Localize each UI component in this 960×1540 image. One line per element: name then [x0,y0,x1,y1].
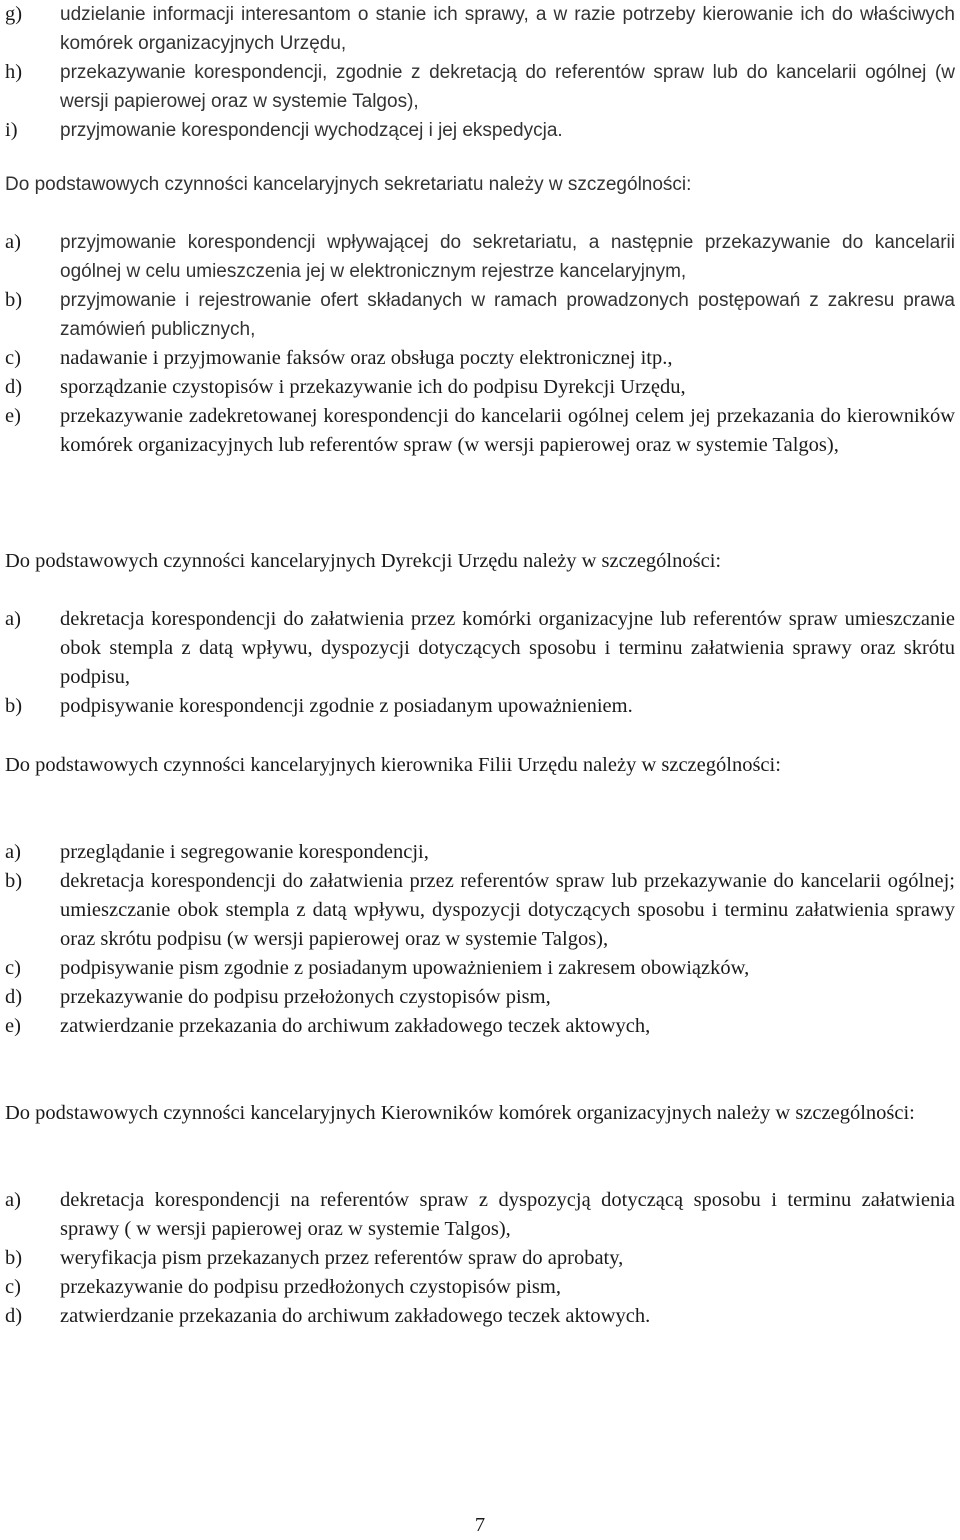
list-marker: g) [5,3,23,25]
list-item [0,402,960,460]
list-item-text: podpisywanie pism zgodnie z posiadanym upoważnieniem i zakresem obowiązków, [60,957,750,979]
list-item-text: zatwierdzanie przekazania do archiwum zakładowego teczek aktowych, [60,1015,651,1037]
list-item [0,116,960,145]
section-heading-dyrekcja: Do podstawowych czynności kancelaryjnych Dyrekcji Urzędu należy w szczególności: [5,550,722,572]
list-item [0,1302,960,1331]
section-heading-sekretariat: Do podstawowych czynności kancelaryjnych sekretariatu należy w szczególności: [5,174,692,195]
list-item-text: przeglądanie i segregowanie korespondencji, [60,841,429,863]
list-marker: a) [5,841,21,863]
list-item-text: zatwierdzanie przekazania do archiwum zakładowego teczek aktowych. [60,1305,651,1327]
list-item-text: dekretacja korespondencji do załatwienia przez referentów spraw lub przekazywanie do kancelarii ogólnej; umieszczanie obok stempla z datą wpływu, dyspozycji dotyczących sposobu i terminu załatwienia sprawy oraz skrótu podpisu (w wersji papierowej oraz w systemie Talgos), [60,870,955,950]
list-marker: i) [5,119,18,141]
list-item-text: przyjmowanie korespondencji wychodzącej i jej ekspedycja. [60,120,563,141]
list-marker: d) [5,986,23,1008]
list-item [0,692,960,721]
list-marker: c) [5,347,21,369]
section-heading-filia: Do podstawowych czynności kancelaryjnych kierownika Filii Urzędu należy w szczególności: [5,754,781,776]
list-item [0,373,960,402]
list-marker: b) [5,695,23,717]
list-item [0,0,960,58]
list-item [0,58,960,116]
list-marker: a) [5,231,21,253]
list-item-text: przyjmowanie korespondencji wpływającej do sekretariatu, a następnie przekazywanie do kancelarii ogólnej w celu umieszczenia jej w elektronicznym rejestrze kancelaryjnym, [60,232,955,282]
list-item [0,344,960,373]
list-marker: a) [5,1189,21,1211]
list-marker: e) [5,1015,21,1037]
list-marker: b) [5,289,23,311]
list-marker: h) [5,61,23,83]
list-item [0,1186,960,1244]
list-item [0,286,960,344]
list-section-1 [0,0,960,145]
list-item [0,1244,960,1273]
list-marker: c) [5,957,21,979]
list-item-text: przekazywanie zadekretowanej korespondencji do kancelarii ogólnej celem jej przekazania do kierowników komórek organizacyjnych lub referentów spraw (w wersji papierowej oraz w systemie Talgos), [60,405,955,456]
list-section-4 [0,838,960,1041]
list-marker: d) [5,1305,23,1327]
list-item-text: przekazywanie do podpisu przedłożonych czystopisów pism, [60,1276,561,1298]
list-item [0,1012,960,1041]
list-marker: b) [5,870,23,892]
list-section-2 [0,228,960,460]
list-section-3 [0,605,960,721]
list-item [0,1273,960,1302]
list-item [0,867,960,954]
list-marker: b) [5,1247,23,1269]
list-item-text: dekretacja korespondencji do załatwienia przez komórki organizacyjne lub referentów spraw umieszczanie obok stempla z datą wpływu, dyspozycji dotyczących sposobu i terminu załatwienia sprawy oraz skrótu podpisu, [60,608,955,688]
page-number: 7 [474,1514,486,1536]
list-marker: e) [5,405,21,427]
list-item-text: nadawanie i przyjmowanie faksów oraz obsługa poczty elektronicznej itp., [60,347,673,369]
list-section-5 [0,1186,960,1331]
list-item-text: przekazywanie do podpisu przełożonych czystopisów pism, [60,986,551,1008]
list-item-text: sporządzanie czystopisów i przekazywanie ich do podpisu Dyrekcji Urzędu, [60,376,686,398]
list-item [0,983,960,1012]
list-marker: c) [5,1276,21,1298]
list-item-text: przyjmowanie i rejestrowanie ofert składanych w ramach prowadzonych postępowań z zakresu prawa zamówień publicznych, [60,290,955,340]
list-item-text: podpisywanie korespondencji zgodnie z posiadanym upoważnieniem. [60,695,633,717]
list-marker: a) [5,608,21,630]
list-item-text: przekazywanie korespondencji, zgodnie z dekretacją do referentów spraw lub do kancelarii ogólnej (w wersji papierowej oraz w systemie Talgos), [60,62,955,112]
list-item [0,838,960,867]
section-heading-kierownicy: Do podstawowych czynności kancelaryjnych Kierowników komórek organizacyjnych należy w szczególności: [5,1102,915,1124]
list-item-text: dekretacja korespondencji na referentów spraw z dyspozycją dotyczącą sposobu i terminu załatwienia sprawy ( w wersji papierowej oraz w systemie Talgos), [60,1189,955,1240]
list-marker: d) [5,376,23,398]
list-item-text: weryfikacja pism przekazanych przez referentów spraw do aprobaty, [60,1247,624,1269]
list-item [0,228,960,286]
list-item [0,954,960,983]
list-item-text: udzielanie informacji interesantom o stanie ich sprawy, a w razie potrzeby kierowanie ich do właściwych komórek organizacyjnych Urzędu, [60,4,955,54]
list-item [0,605,960,692]
